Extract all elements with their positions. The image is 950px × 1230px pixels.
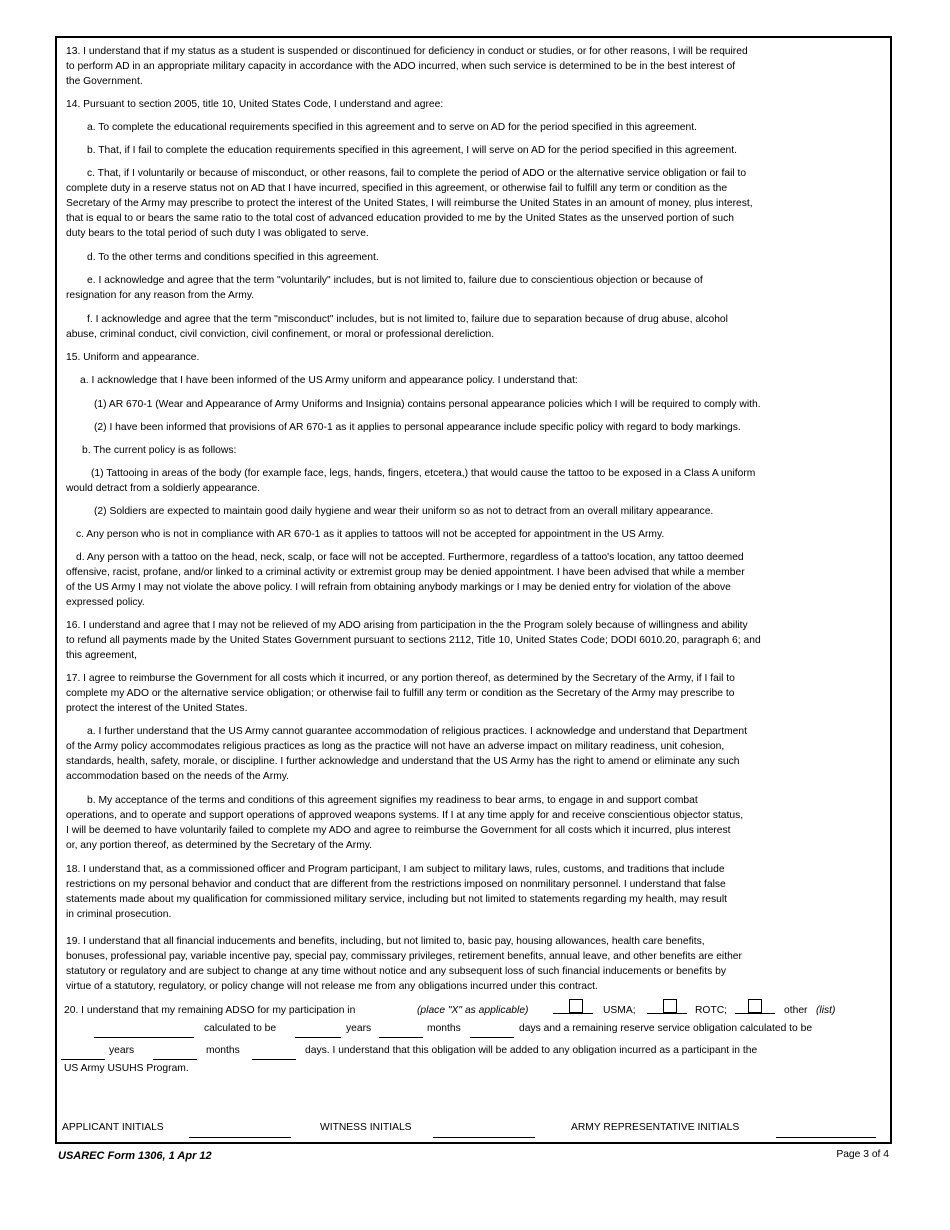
- witness-initials-field[interactable]: [433, 1137, 535, 1138]
- ado-months-field[interactable]: [379, 1037, 423, 1038]
- months2-label: months: [206, 1045, 240, 1056]
- paragraph-15b1: (1) Tattooing in areas of the body (for example face, legs, hands, fingers, etcetera,) that would cause the tattoo to be exposed in a Class A uniform would detract from a soldierly appearance.: [66, 468, 756, 494]
- item20-instruction: (place "X" as applicable): [417, 1005, 529, 1016]
- paragraph-14f: f. I acknowledge and agree that the term "misconduct" includes, but is not limited to, failure due to separation because of drug abuse, alcohol abuse, criminal conduct, civil conviction, civil confinement, or moral or professional dereliction.: [66, 314, 728, 340]
- paragraph-14d: d. To the other terms and conditions specified in this agreement.: [87, 252, 379, 263]
- paragraph-15a1: (1) AR 670-1 (Wear and Appearance of Army Uniforms and Insignia) contains personal appearance policies which I will be required to comply with.: [94, 399, 761, 410]
- item20-lead: 20. I understand that my remaining ADSO for my participation in: [64, 1005, 356, 1016]
- other-note: (list): [816, 1005, 836, 1016]
- days-reserve-label: days and a remaining reserve service obligation calculated to be: [519, 1023, 813, 1034]
- witness-initials-label: WITNESS INITIALS: [320, 1122, 412, 1133]
- applicant-initials-field[interactable]: [189, 1137, 291, 1138]
- program-line: US Army USUHS Program.: [64, 1063, 189, 1074]
- paragraph-17b: b. My acceptance of the terms and conditions of this agreement signifies my readiness to bear arms, to engage in and support combat operations, and to operate and support operations of approved weapons systems. If I at any time apply for and receive conscientious objector status, I will be deemed to have voluntarily failed to complete my ADO and agree to reimburse the Government for all costs which it incurred, plus interest or, any portion thereof, as determined by the Secretary of the Army.: [66, 795, 744, 851]
- reserve-months-field[interactable]: [252, 1059, 296, 1060]
- months-label: months: [427, 1023, 461, 1034]
- paragraph-15a2: (2) I have been informed that provisions of AR 670-1 as it applies to personal appearance include specific policy with regard to body markings.: [94, 422, 741, 433]
- reserve-years-field[interactable]: [153, 1059, 197, 1060]
- paragraph-14b: b. That, if I fail to complete the education requirements specified in this agreement, I will serve on AD for the period specified in this agreement.: [87, 145, 738, 156]
- paragraph-14: 14. Pursuant to section 2005, title 10, United States Code, I understand and agree:: [66, 99, 444, 110]
- paragraph-17: 17. I agree to reimburse the Government for all costs which it incurred, or any portion thereof, as determined by the Secretary of the Army, if I fail to complete my ADO or the alternative service obligation; or otherwise fail to fulfill any term or condition as the Secretary of the Army may prescribe to protect the interest of the United States.: [66, 673, 735, 714]
- paragraph-15b: b. The current policy is as follows:: [82, 445, 237, 456]
- reserve-blank-field[interactable]: [61, 1059, 105, 1060]
- paragraph-15b2: (2) Soldiers are expected to maintain good daily hygiene and wear their uniform so as not to detract from an overall military appearance.: [94, 506, 714, 517]
- other-label: other: [784, 1005, 808, 1016]
- ado-days-field[interactable]: [470, 1037, 514, 1038]
- rotc-underline: [647, 1013, 687, 1014]
- paragraph-14e: e. I acknowledge and agree that the term "voluntarily" includes, but is not limited to, failure due to conscientious objection or because of resignation for any reason from the Army.: [66, 275, 703, 301]
- paragraph-15: 15. Uniform and appearance.: [66, 352, 200, 363]
- paragraph-18: 18. I understand that, as a commissioned officer and Program participant, I am subject to military laws, rules, customs, and traditions that include restrictions on my personal behavior and conduct that are different from the restrictions imposed on nonmilitary personnel. I understand that false statements made about my qualification for commissioned military service, including but not limited to statements regarding my health, may result in criminal prosecution.: [66, 864, 728, 920]
- other-underline: [735, 1013, 775, 1014]
- years2-label: years: [109, 1045, 135, 1056]
- ado-years-field[interactable]: [295, 1037, 341, 1038]
- paragraph-16: 16. I understand and agree that I may not be relieved of my ADO arising from participation in the the Program solely because of willingness and ability to refund all payments made by the United States Government pursuant to sections 2112, Title 10, United States Code; DODI 6010.20, paragraph 6; and this agreement,: [66, 620, 761, 661]
- applicant-initials-label: APPLICANT INITIALS: [62, 1122, 164, 1133]
- rotc-label: ROTC;: [695, 1005, 728, 1016]
- page-number: Page 3 of 4: [836, 1149, 889, 1160]
- days-tail-label: days. I understand that this obligation will be added to any obligation incurred as a participant in the: [305, 1045, 758, 1056]
- paragraph-14a: a. To complete the educational requirements specified in this agreement and to serve on AD for the period specified in this agreement.: [87, 122, 697, 133]
- other-list-field[interactable]: [94, 1037, 194, 1038]
- usma-checkbox[interactable]: [569, 999, 583, 1013]
- army-rep-initials-field[interactable]: [776, 1137, 876, 1138]
- usma-label: USMA;: [603, 1005, 636, 1016]
- paragraph-14c: c. That, if I voluntarily or because of misconduct, or other reasons, fail to complete the period of ADO or the alternative service obligation or fail to complete duty in a reserve status not on AD that I have incurred, specified in this agreement, or otherwise fail to fulfill any term or condition as the Secretary of the Army may prescribe to protect the interest of the United States, I will reimburse the United States in an amount of money, plus interest, that is equal to or bears the same ratio to the total cost of advanced education provided to me by the United States as the unserved portion of such duty bears to the total period of such duty I was obligated to serve.: [66, 168, 753, 239]
- rotc-checkbox[interactable]: [663, 999, 677, 1013]
- army-rep-initials-label: ARMY REPRESENTATIVE INITIALS: [571, 1122, 740, 1133]
- paragraph-19: 19. I understand that all financial inducements and benefits, including, but not limited to, basic pay, housing allowances, health care benefits, bonuses, professional pay, variable incentive pay, special pay, commissary privileges, retirement benefits, annual leave, and other benefits are either statutory or regulatory and are subject to change at any time without notice and any subsequent loss of such financial inducements or benefits by virtue of a statutory, regulatory, or policy change will not release me from any obligations incurred under this contract.: [66, 936, 742, 992]
- other-checkbox[interactable]: [748, 999, 762, 1013]
- form-identifier: USAREC Form 1306, 1 Apr 12: [58, 1150, 212, 1162]
- calculated-label: calculated to be: [204, 1023, 277, 1034]
- paragraph-15d: d. Any person with a tattoo on the head, neck, scalp, or face will not be accepted. Furthermore, regardless of a tattoo's location, any tattoo deemed offensive, racist, profane, and/or linked to a criminal activity or extremist group may be denied appointment. I have been advised that while a member of the US Army I may not violate the above policy. I will refrain from obtaining anybody markings or I may be denied entry for violation of the above expressed policy.: [66, 552, 745, 608]
- usma-underline: [553, 1013, 593, 1014]
- paragraph-15c: c. Any person who is not in compliance with AR 670-1 as it applies to tattoos will not be accepted for appointment in the US Army.: [76, 529, 665, 540]
- years-label: years: [346, 1023, 372, 1034]
- paragraph-15a: a. I acknowledge that I have been informed of the US Army uniform and appearance policy. I understand that:: [80, 375, 578, 386]
- paragraph-17a: a. I further understand that the US Army cannot guarantee accommodation of religious practices. I acknowledge and understand that Department of the Army policy accommodates religious practices as long as the practice will not have an adverse impact on military readiness, unit cohesion, standards, health, safety, morale, or discipline. I further acknowledge and understand that the US Army has the right to amend or eliminate any such accommodation based on the needs of the Army.: [66, 726, 747, 782]
- paragraph-13: 13. I understand that if my status as a student is suspended or discontinued for deficiency in conduct or studies, or for other reasons, I will be required to perform AD in an appropriate military capacity in accordance with the ADO incurred, when such service is determined to be in the best interest of the Government.: [66, 46, 748, 87]
